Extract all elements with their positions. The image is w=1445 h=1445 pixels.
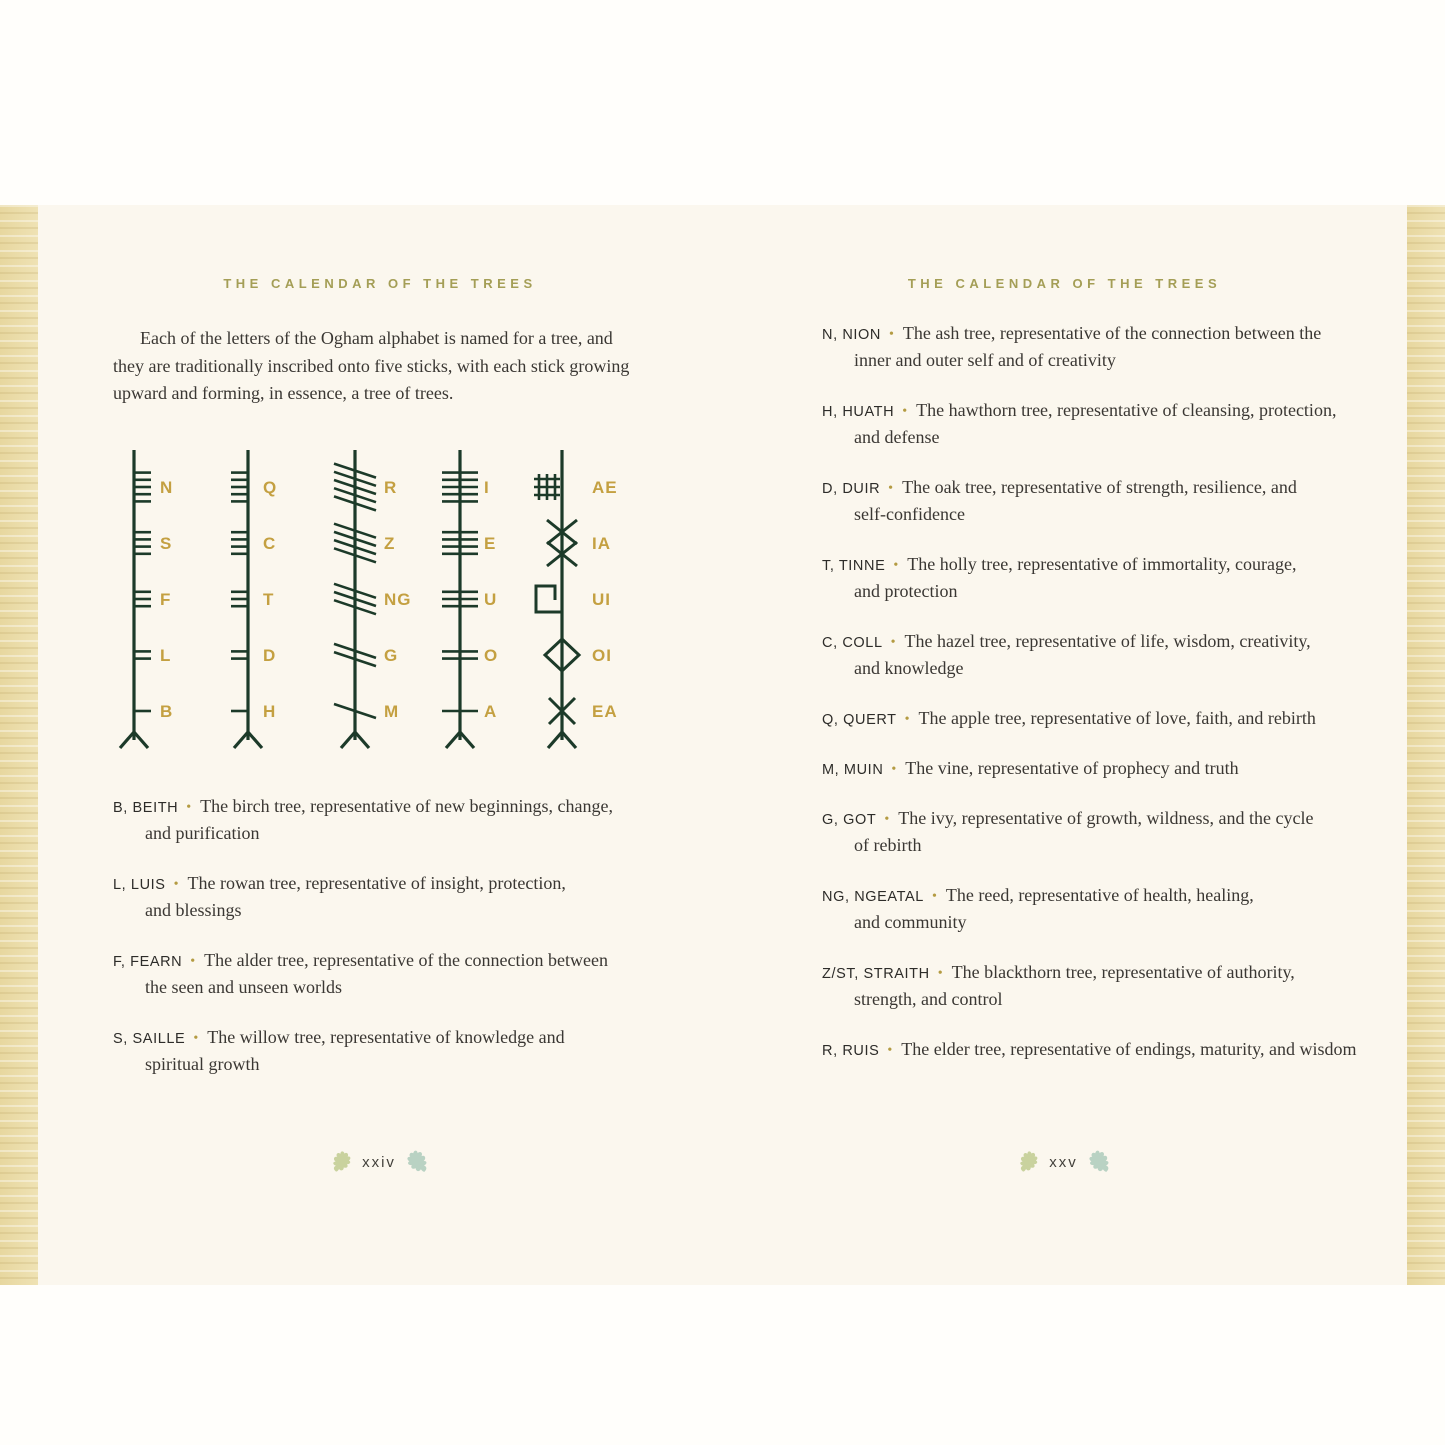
ogham-entry	[113, 793, 693, 847]
entry-desc: The reed, representative of health, healing,	[945, 885, 1254, 905]
ogham-entry	[822, 882, 1422, 936]
oak-leaf-icon	[324, 1146, 358, 1177]
ogham-letter-label: Z	[384, 534, 396, 553]
entry-desc: self-confidence	[854, 504, 965, 524]
page-number: xxv	[1049, 1153, 1078, 1171]
ogham-letter-label: AE	[592, 478, 618, 497]
entry-desc: The ivy, representative of growth, wildness, and the cycle	[898, 808, 1314, 828]
ogham-entry	[822, 320, 1422, 374]
ogham-letter-label: M	[384, 702, 400, 721]
intro-paragraph	[113, 325, 673, 408]
ogham-entry	[113, 947, 693, 1001]
entries-right	[822, 320, 1422, 1086]
ogham-entry	[822, 1036, 1422, 1063]
ogham-letter-label: H	[263, 702, 277, 721]
book-spread	[0, 205, 1445, 1285]
entry-desc: and defense	[854, 427, 940, 447]
entry-term: H, HUATH	[822, 404, 895, 420]
entry-desc: and protection	[854, 581, 958, 601]
entry-term: L, LUIS	[113, 877, 166, 893]
ogham-letter-label: F	[160, 590, 172, 609]
ogham-letter-label: N	[160, 478, 174, 497]
entry-term: S, SAILLE	[113, 1031, 186, 1047]
page-footer-right	[722, 1149, 1407, 1175]
ogham-letter-label: L	[160, 646, 172, 665]
ogham-letter-label: T	[263, 590, 275, 609]
ogham-entry	[822, 551, 1422, 605]
entry-term: T, TINNE	[822, 558, 886, 574]
ogham-letter-label: R	[384, 478, 398, 497]
ogham-letter-label: UI	[592, 590, 611, 609]
ogham-entry	[822, 628, 1422, 682]
entry-desc: inner and outer self and of creativity	[854, 350, 1116, 370]
bullet-icon: •	[173, 877, 179, 892]
bullet-icon: •	[888, 327, 894, 342]
entry-desc: and purification	[145, 823, 260, 843]
entry-desc: The holly tree, representative of immortality, courage,	[907, 554, 1297, 574]
ogham-entry	[822, 397, 1422, 451]
bullet-icon: •	[186, 800, 192, 815]
ogham-entry	[822, 959, 1422, 1013]
entry-desc: The apple tree, representative of love, faith, and rebirth	[918, 708, 1316, 728]
entry-desc: The vine, representative of prophecy and truth	[905, 758, 1239, 778]
entry-desc: The rowan tree, representative of insight, protection,	[187, 873, 566, 893]
entry-term: C, COLL	[822, 635, 883, 651]
ogham-entry	[822, 755, 1422, 782]
ogham-diagram	[100, 445, 620, 760]
running-head-left: THE CALENDAR OF THE TREES	[223, 276, 537, 291]
ogham-entry	[113, 1024, 693, 1078]
bullet-icon: •	[190, 954, 196, 969]
entries-left	[113, 793, 693, 1101]
ogham-letter-label: O	[484, 646, 499, 665]
ogham-letter-label: A	[484, 702, 498, 721]
bullet-icon: •	[931, 889, 937, 904]
oak-leaf-icon	[1011, 1146, 1045, 1177]
entry-desc: The willow tree, representative of knowledge and	[207, 1027, 565, 1047]
ogham-letter-label: NG	[384, 590, 412, 609]
bullet-icon: •	[887, 1043, 893, 1058]
entry-desc: spiritual growth	[145, 1054, 260, 1074]
entry-desc: and blessings	[145, 900, 242, 920]
entry-term: F, FEARN	[113, 954, 183, 970]
entry-term: Q, QUERT	[822, 712, 897, 728]
bullet-icon: •	[884, 812, 890, 827]
entry-desc: The alder tree, representative of the connection between	[204, 950, 608, 970]
entry-desc: The blackthorn tree, representative of authority,	[951, 962, 1295, 982]
intro-line: upward and forming, in essence, a tree of trees.	[113, 383, 454, 403]
bullet-icon: •	[904, 712, 910, 727]
entry-desc: The hazel tree, representative of life, wisdom, creativity,	[904, 631, 1311, 651]
ogham-letter-label: IA	[592, 534, 611, 553]
intro-line: they are traditionally inscribed onto five sticks, with each stick growing	[113, 355, 630, 376]
intro-line: Each of the letters of the Ogham alphabet is named for a tree, and	[140, 328, 613, 348]
ogham-letter-label: D	[263, 646, 277, 665]
ogham-letter-label: OI	[592, 646, 612, 665]
page-left	[38, 205, 722, 1285]
entry-desc: strength, and control	[854, 989, 1003, 1009]
entry-term: NG, NGEATAL	[822, 889, 924, 905]
entry-term: B, BEITH	[113, 800, 179, 816]
entry-desc: of rebirth	[854, 835, 922, 855]
bullet-icon: •	[902, 404, 908, 419]
entry-desc: and knowledge	[854, 658, 964, 678]
ogham-entry	[822, 705, 1422, 732]
bullet-icon: •	[891, 762, 897, 777]
entry-desc: the seen and unseen worlds	[145, 977, 342, 997]
ogham-letter-label: Q	[263, 478, 278, 497]
ogham-letter-label: S	[160, 534, 173, 553]
bullet-icon: •	[888, 481, 894, 496]
oak-leaf-icon	[401, 1146, 436, 1178]
entry-term: N, NION	[822, 327, 881, 343]
page-right	[722, 205, 1407, 1285]
entry-term: M, MUIN	[822, 762, 884, 778]
entry-term: G, GOT	[822, 812, 877, 828]
bullet-icon: •	[893, 558, 899, 573]
entry-desc: The elder tree, representative of endings, maturity, and wisdom	[901, 1039, 1357, 1059]
entry-desc: The hawthorn tree, representative of cleansing, protection,	[916, 400, 1337, 420]
ogham-letter-label: EA	[592, 702, 618, 721]
page-number: xxiv	[362, 1153, 396, 1171]
ogham-letter-label: C	[263, 534, 277, 553]
entry-desc: The oak tree, representative of strength, resilience, and	[902, 477, 1297, 497]
ogham-entry	[113, 870, 693, 924]
entry-term: Z/ST, STRAITH	[822, 966, 930, 982]
entry-term: D, DUIR	[822, 481, 881, 497]
entry-desc: The ash tree, representative of the connection between the	[902, 323, 1322, 343]
bullet-icon: •	[937, 966, 943, 981]
entry-desc: and community	[854, 912, 967, 932]
page-footer-left	[38, 1149, 722, 1175]
running-head-right: THE CALENDAR OF THE TREES	[907, 276, 1222, 291]
bullet-icon: •	[193, 1031, 199, 1046]
ogham-letter-label: G	[384, 646, 399, 665]
book-page-edge-left	[0, 205, 38, 1285]
oak-leaf-icon	[1082, 1146, 1117, 1178]
ogham-letter-label: I	[484, 478, 490, 497]
ogham-entry	[822, 805, 1422, 859]
entry-desc: The birch tree, representative of new beginnings, change,	[200, 796, 613, 816]
ogham-letter-label: B	[160, 702, 174, 721]
ogham-letter-label: E	[484, 534, 497, 553]
ogham-entry	[822, 474, 1422, 528]
bullet-icon: •	[890, 635, 896, 650]
ogham-letter-label: U	[484, 590, 498, 609]
entry-term: R, RUIS	[822, 1043, 880, 1059]
